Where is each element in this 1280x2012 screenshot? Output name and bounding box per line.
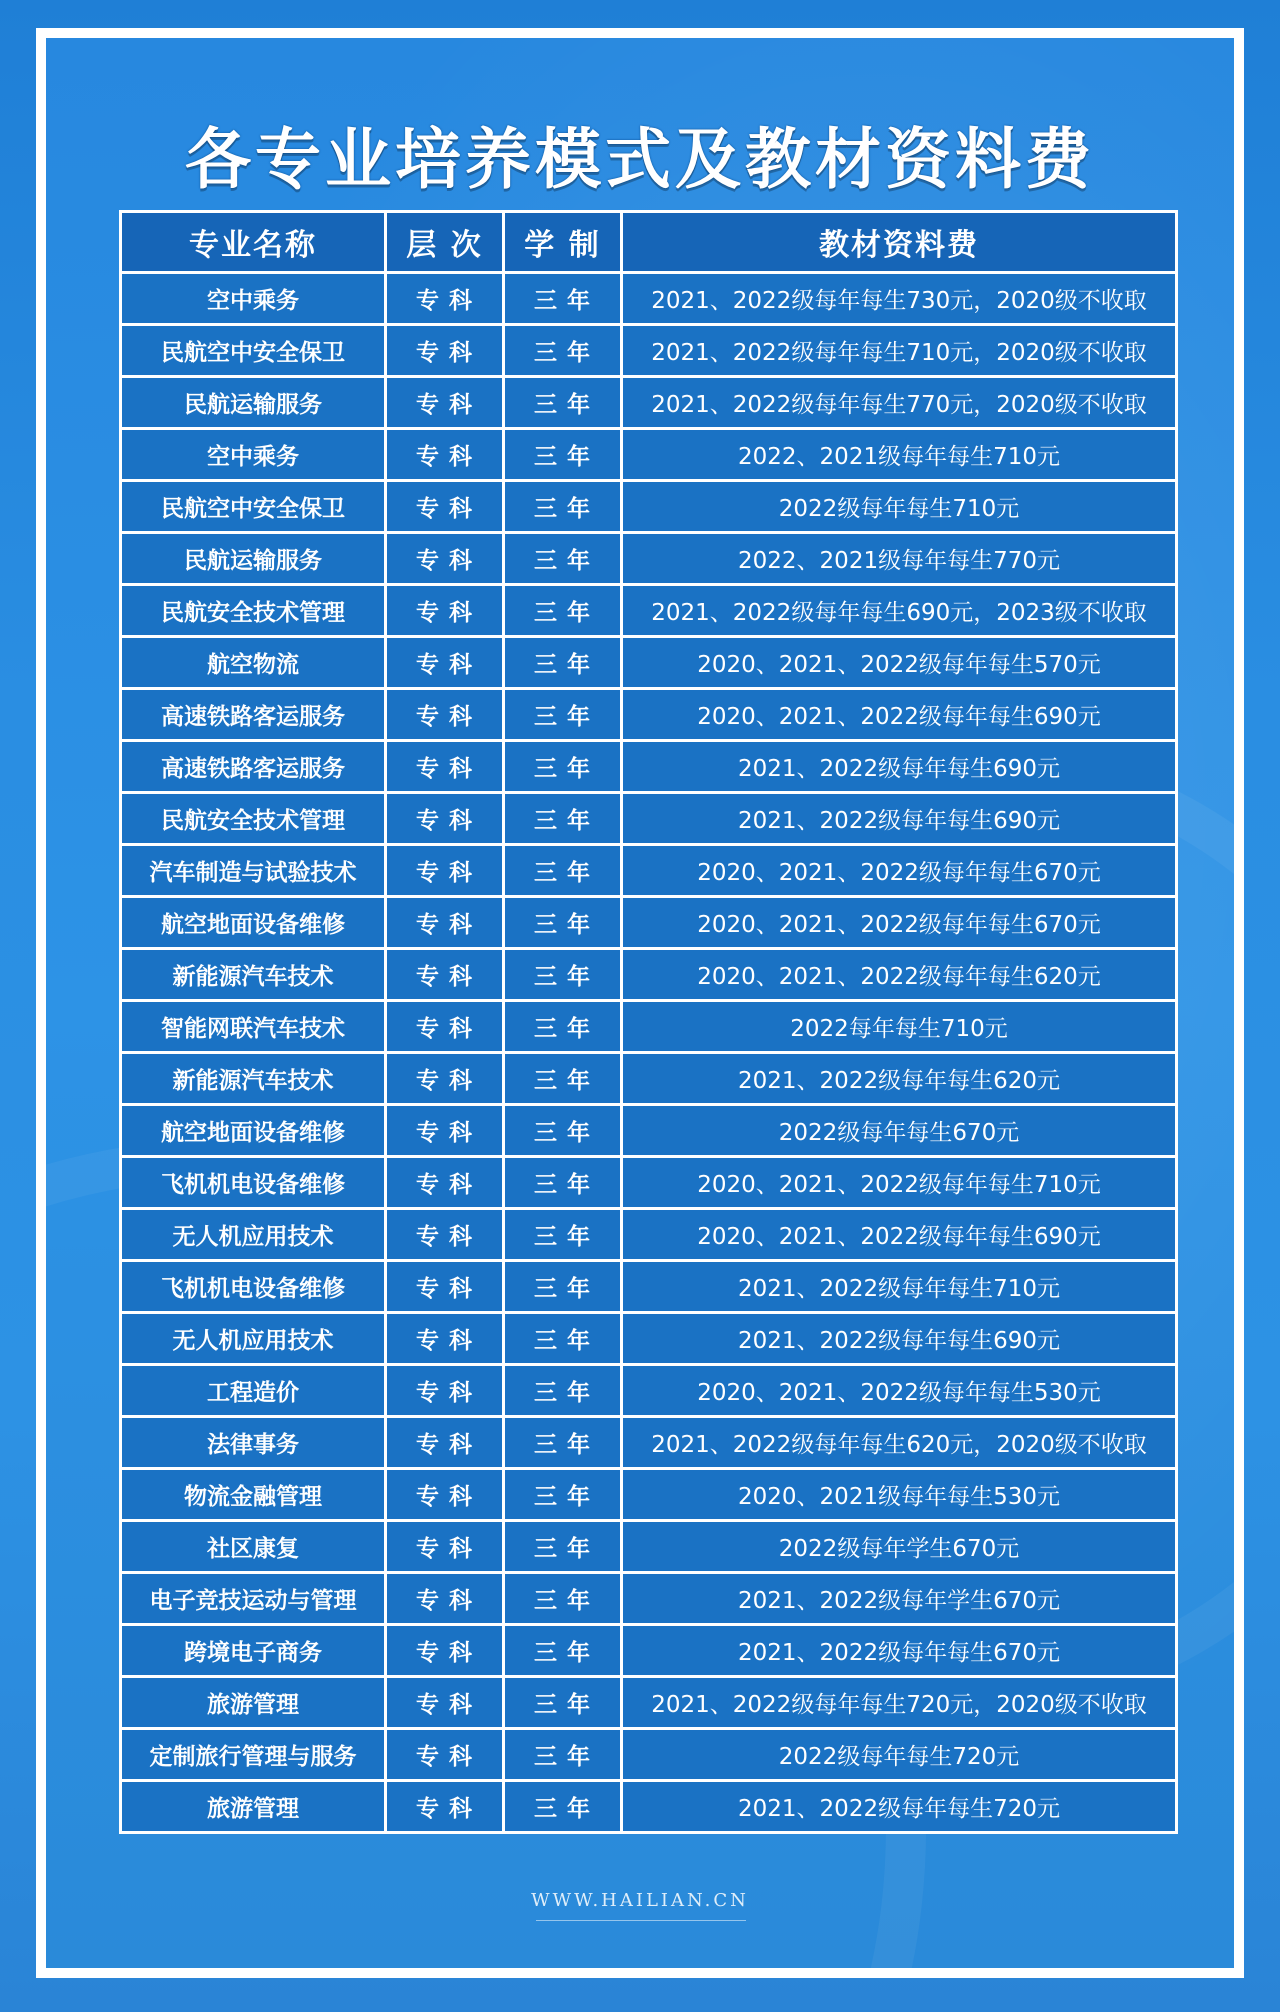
major-name-cell: 电子竞技运动与管理 [121, 1573, 386, 1625]
level-cell: 专 科 [386, 1625, 504, 1677]
header-level: 层 次 [386, 212, 504, 273]
table-row [121, 949, 1177, 1001]
major-name-cell: 空中乘务 [121, 429, 386, 481]
level-cell: 专 科 [386, 793, 504, 845]
major-name-cell: 无人机应用技术 [121, 1209, 386, 1261]
material-fee-cell: 2020、2021、2022级每年每生620元 [622, 949, 1177, 1001]
table-row [121, 1157, 1177, 1209]
duration-cell: 三 年 [504, 1053, 622, 1105]
major-name-cell: 高速铁路客运服务 [121, 741, 386, 793]
level-cell: 专 科 [386, 1729, 504, 1781]
table-row [121, 1625, 1177, 1677]
major-name-cell: 民航安全技术管理 [121, 793, 386, 845]
duration-cell: 三 年 [504, 1105, 622, 1157]
duration-cell: 三 年 [504, 377, 622, 429]
major-name-cell: 汽车制造与试验技术 [121, 845, 386, 897]
duration-cell: 三 年 [504, 689, 622, 741]
duration-cell: 三 年 [504, 793, 622, 845]
material-fee-cell: 2021、2022级每年每生690元 [622, 741, 1177, 793]
duration-cell: 三 年 [504, 1313, 622, 1365]
poster-frame [36, 28, 1244, 1978]
table-body [121, 273, 1177, 1833]
duration-cell: 三 年 [504, 585, 622, 637]
material-fee-cell: 2021、2022级每年每生730元，2020级不收取 [622, 273, 1177, 325]
table-row [121, 1573, 1177, 1625]
level-cell: 专 科 [386, 1105, 504, 1157]
major-name-cell: 定制旅行管理与服务 [121, 1729, 386, 1781]
material-fee-cell: 2020、2021、2022级每年每生530元 [622, 1365, 1177, 1417]
level-cell: 专 科 [386, 585, 504, 637]
table-row [121, 1209, 1177, 1261]
major-name-cell: 新能源汽车技术 [121, 949, 386, 1001]
header-duration: 学 制 [504, 212, 622, 273]
level-cell: 专 科 [386, 1261, 504, 1313]
material-fee-cell: 2020、2021、2022级每年每生690元 [622, 689, 1177, 741]
table-row [121, 1677, 1177, 1729]
level-cell: 专 科 [386, 377, 504, 429]
major-name-cell: 跨境电子商务 [121, 1625, 386, 1677]
duration-cell: 三 年 [504, 1157, 622, 1209]
duration-cell: 三 年 [504, 481, 622, 533]
header-material-fee: 教材资料费 [622, 212, 1177, 273]
duration-cell: 三 年 [504, 1001, 622, 1053]
website-footer: WWW.HAILIAN.CN [531, 1890, 749, 1911]
table-row [121, 741, 1177, 793]
major-name-cell: 无人机应用技术 [121, 1313, 386, 1365]
table-row [121, 897, 1177, 949]
material-fee-cell: 2021、2022级每年每生690元，2023级不收取 [622, 585, 1177, 637]
major-name-cell: 民航空中安全保卫 [121, 481, 386, 533]
fee-table [119, 210, 1178, 1834]
duration-cell: 三 年 [504, 1573, 622, 1625]
major-name-cell: 民航运输服务 [121, 533, 386, 585]
material-fee-cell: 2021、2022级每年每生710元 [622, 1261, 1177, 1313]
level-cell: 专 科 [386, 1365, 504, 1417]
duration-cell: 三 年 [504, 845, 622, 897]
level-cell: 专 科 [386, 845, 504, 897]
material-fee-cell: 2021、2022级每年每生720元，2020级不收取 [622, 1677, 1177, 1729]
material-fee-cell: 2022级每年学生670元 [622, 1521, 1177, 1573]
level-cell: 专 科 [386, 897, 504, 949]
material-fee-cell: 2021、2022级每年每生710元，2020级不收取 [622, 325, 1177, 377]
material-fee-cell: 2022级每年每生710元 [622, 481, 1177, 533]
major-name-cell: 旅游管理 [121, 1781, 386, 1833]
table-row [121, 1053, 1177, 1105]
duration-cell: 三 年 [504, 1261, 622, 1313]
major-name-cell: 法律事务 [121, 1417, 386, 1469]
level-cell: 专 科 [386, 1209, 504, 1261]
material-fee-cell: 2020、2021、2022级每年每生670元 [622, 897, 1177, 949]
material-fee-cell: 2021、2022级每年每生720元 [622, 1781, 1177, 1833]
duration-cell: 三 年 [504, 1677, 622, 1729]
duration-cell: 三 年 [504, 1365, 622, 1417]
header-major-name: 专业名称 [121, 212, 386, 273]
level-cell: 专 科 [386, 1521, 504, 1573]
major-name-cell: 物流金融管理 [121, 1469, 386, 1521]
level-cell: 专 科 [386, 1469, 504, 1521]
table-row [121, 1781, 1177, 1833]
major-name-cell: 民航运输服务 [121, 377, 386, 429]
duration-cell: 三 年 [504, 273, 622, 325]
major-name-cell: 智能网联汽车技术 [121, 1001, 386, 1053]
major-name-cell: 高速铁路客运服务 [121, 689, 386, 741]
duration-cell: 三 年 [504, 1625, 622, 1677]
duration-cell: 三 年 [504, 637, 622, 689]
material-fee-cell: 2022、2021级每年每生770元 [622, 533, 1177, 585]
duration-cell: 三 年 [504, 897, 622, 949]
duration-cell: 三 年 [504, 429, 622, 481]
table-row [121, 1469, 1177, 1521]
material-fee-cell: 2020、2021、2022级每年每生570元 [622, 637, 1177, 689]
material-fee-cell: 2022级每年每生670元 [622, 1105, 1177, 1157]
material-fee-cell: 2020、2021、2022级每年每生690元 [622, 1209, 1177, 1261]
level-cell: 专 科 [386, 637, 504, 689]
material-fee-cell: 2021、2022级每年每生620元 [622, 1053, 1177, 1105]
table-row [121, 325, 1177, 377]
major-name-cell: 飞机机电设备维修 [121, 1157, 386, 1209]
table-row [121, 377, 1177, 429]
major-name-cell: 工程造价 [121, 1365, 386, 1417]
level-cell: 专 科 [386, 1781, 504, 1833]
duration-cell: 三 年 [504, 1469, 622, 1521]
table-row [121, 533, 1177, 585]
table-row [121, 481, 1177, 533]
duration-cell: 三 年 [504, 325, 622, 377]
material-fee-cell: 2021、2022级每年每生690元 [622, 1313, 1177, 1365]
duration-cell: 三 年 [504, 1781, 622, 1833]
page-title: 各专业培养模式及教材资料费 [185, 121, 1095, 198]
major-name-cell: 航空地面设备维修 [121, 1105, 386, 1157]
table-row [121, 273, 1177, 325]
major-name-cell: 航空地面设备维修 [121, 897, 386, 949]
duration-cell: 三 年 [504, 1729, 622, 1781]
level-cell: 专 科 [386, 689, 504, 741]
level-cell: 专 科 [386, 1053, 504, 1105]
material-fee-cell: 2021、2022级每年学生670元 [622, 1573, 1177, 1625]
level-cell: 专 科 [386, 949, 504, 1001]
level-cell: 专 科 [386, 1417, 504, 1469]
level-cell: 专 科 [386, 1157, 504, 1209]
major-name-cell: 飞机机电设备维修 [121, 1261, 386, 1313]
major-name-cell: 民航安全技术管理 [121, 585, 386, 637]
level-cell: 专 科 [386, 741, 504, 793]
duration-cell: 三 年 [504, 533, 622, 585]
table-row [121, 1313, 1177, 1365]
table-row [121, 429, 1177, 481]
table-row [121, 1261, 1177, 1313]
table-row [121, 637, 1177, 689]
level-cell: 专 科 [386, 533, 504, 585]
material-fee-cell: 2022级每年每生720元 [622, 1729, 1177, 1781]
level-cell: 专 科 [386, 1573, 504, 1625]
table-row [121, 689, 1177, 741]
table-row [121, 1521, 1177, 1573]
table-row [121, 793, 1177, 845]
table-row [121, 845, 1177, 897]
table-row [121, 1729, 1177, 1781]
table-row [121, 1105, 1177, 1157]
level-cell: 专 科 [386, 1001, 504, 1053]
duration-cell: 三 年 [504, 1417, 622, 1469]
material-fee-cell: 2020、2021、2022级每年每生710元 [622, 1157, 1177, 1209]
table-row [121, 1365, 1177, 1417]
major-name-cell: 新能源汽车技术 [121, 1053, 386, 1105]
level-cell: 专 科 [386, 481, 504, 533]
level-cell: 专 科 [386, 1677, 504, 1729]
table-row [121, 585, 1177, 637]
duration-cell: 三 年 [504, 1209, 622, 1261]
material-fee-cell: 2021、2022级每年每生770元，2020级不收取 [622, 377, 1177, 429]
duration-cell: 三 年 [504, 741, 622, 793]
material-fee-cell: 2020、2021级每年每生530元 [622, 1469, 1177, 1521]
level-cell: 专 科 [386, 325, 504, 377]
level-cell: 专 科 [386, 1313, 504, 1365]
material-fee-cell: 2022每年每生710元 [622, 1001, 1177, 1053]
major-name-cell: 旅游管理 [121, 1677, 386, 1729]
major-name-cell: 社区康复 [121, 1521, 386, 1573]
material-fee-cell: 2021、2022级每年每生670元 [622, 1625, 1177, 1677]
material-fee-cell: 2021、2022级每年每生620元，2020级不收取 [622, 1417, 1177, 1469]
duration-cell: 三 年 [504, 949, 622, 1001]
duration-cell: 三 年 [504, 1521, 622, 1573]
table-row [121, 1001, 1177, 1053]
major-name-cell: 民航空中安全保卫 [121, 325, 386, 377]
material-fee-cell: 2020、2021、2022级每年每生670元 [622, 845, 1177, 897]
material-fee-cell: 2021、2022级每年每生690元 [622, 793, 1177, 845]
major-name-cell: 空中乘务 [121, 273, 386, 325]
level-cell: 专 科 [386, 429, 504, 481]
major-name-cell: 航空物流 [121, 637, 386, 689]
table-row [121, 1417, 1177, 1469]
table-header-row [121, 212, 1177, 273]
level-cell: 专 科 [386, 273, 504, 325]
material-fee-cell: 2022、2021级每年每生710元 [622, 429, 1177, 481]
footer-divider [536, 1920, 746, 1921]
